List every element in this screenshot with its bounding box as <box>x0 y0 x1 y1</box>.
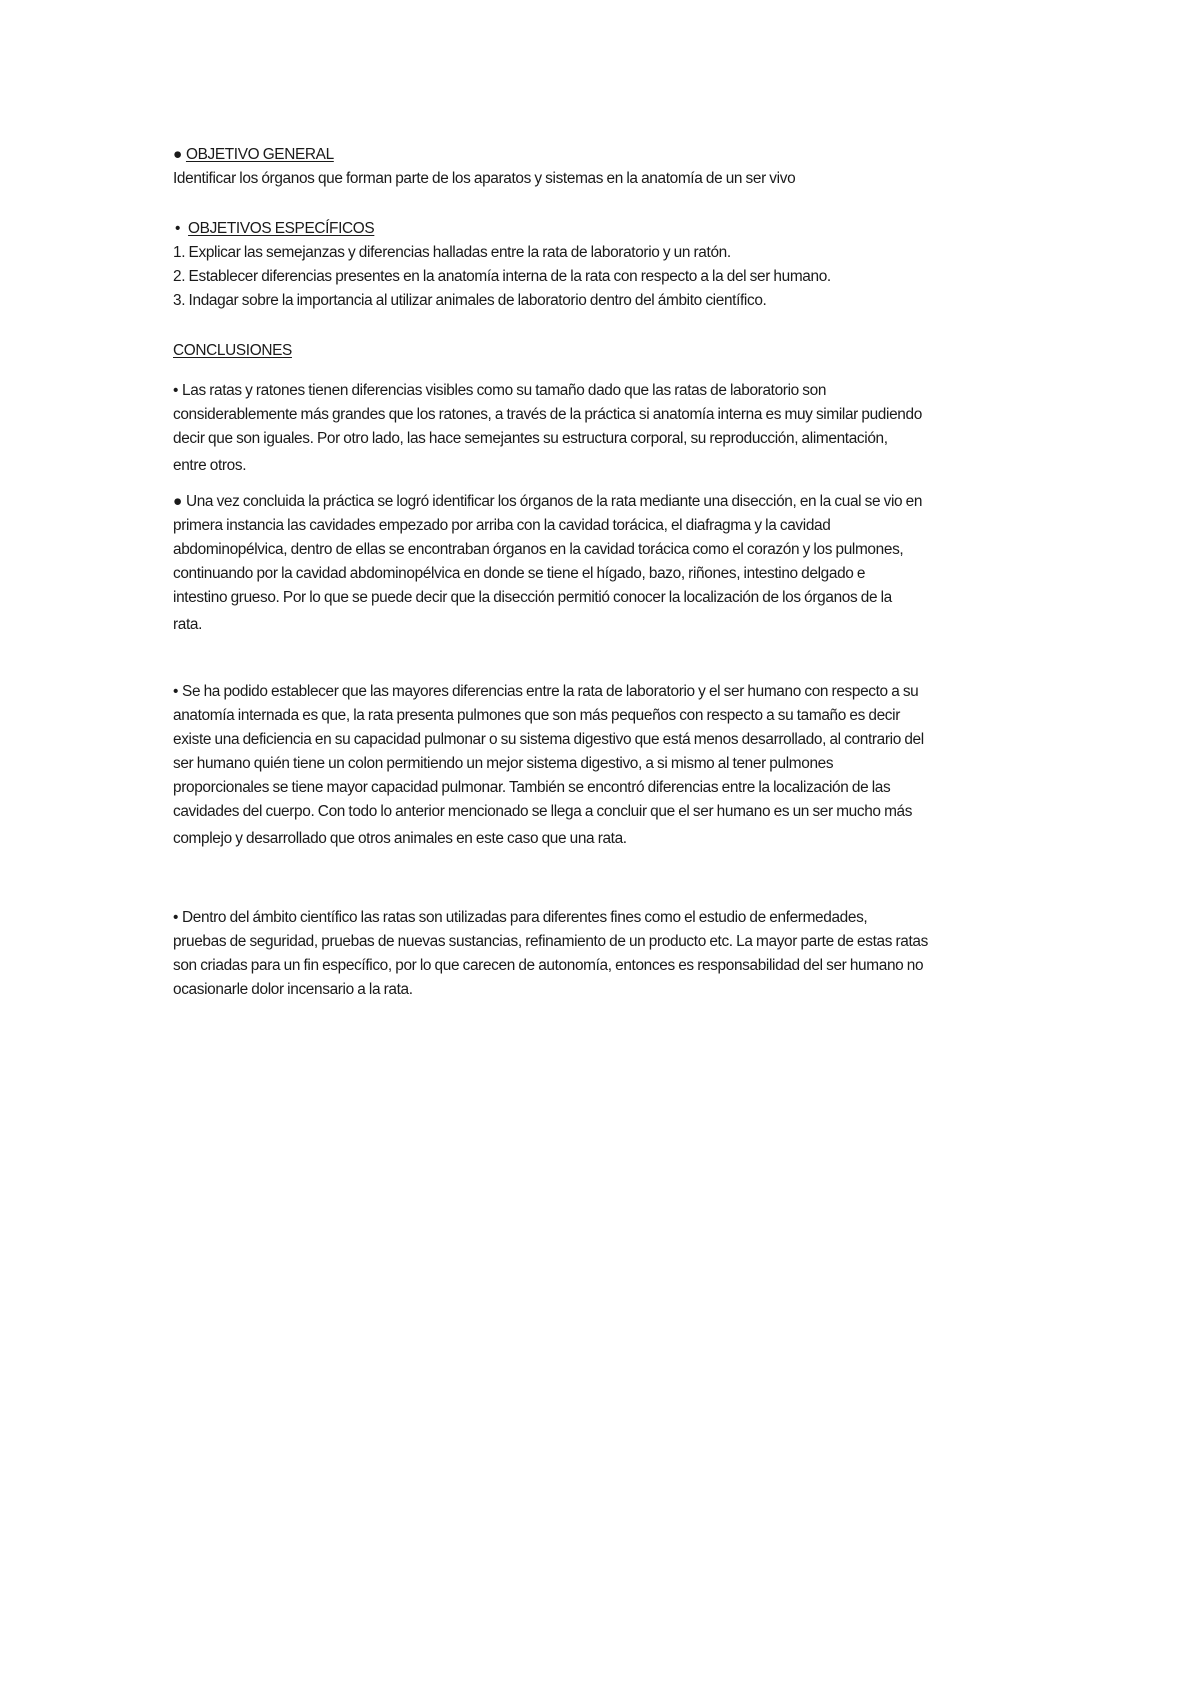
bullet-icon: ● <box>173 146 182 163</box>
conclusion-line: continuando por la cavidad abdominopélvica en donde se tiene el hígado, bazo, riñones, intestino delgado e <box>173 565 866 582</box>
conclusion-line: Una vez concluida la práctica se logró identificar los órganos de la rata mediante una disección, en la cual se vio en <box>185 493 923 510</box>
conclusion-line: cavidades del cuerpo. Con todo lo anterior mencionado se llega a concluir que el ser humano es un ser mucho más <box>173 803 913 820</box>
conclusion-paragraph-4 <box>173 906 1045 1002</box>
bullet-icon: • <box>175 220 181 237</box>
objetivos-especificos-title: OBJETIVOS ESPECÍFICOS <box>188 220 375 237</box>
conclusion-line: considerablemente más grandes que los ratones, a través de la práctica si anatomía interna es muy similar pudiendo <box>173 406 922 423</box>
conclusion-line: existe una deficiencia en su capacidad pulmonar o su sistema digestivo que está menos desarrollado, al contrario del <box>173 731 924 748</box>
conclusion-line: complejo y desarrollado que otros animales en este caso que una rata. <box>173 830 627 847</box>
objetivo-general-title: OBJETIVO GENERAL <box>185 146 334 163</box>
document-body <box>173 143 1045 1002</box>
conclusion-line: Se ha podido establecer que las mayores diferencias entre la rata de laboratorio y el ser humano con respecto a su <box>182 683 919 700</box>
conclusion-paragraph-2 <box>173 490 1045 637</box>
conclusiones-heading <box>173 339 1045 363</box>
bullet-icon: • <box>173 683 179 700</box>
conclusion-line: abdominopélvica, dentro de ellas se encontraban órganos en la cavidad torácica como el corazón y los pulmones, <box>173 541 904 558</box>
conclusion-line: intestino grueso. Por lo que se puede decir que la disección permitió conocer la localización de los órganos de la <box>173 589 892 606</box>
conclusion-line: rata. <box>173 616 203 633</box>
conclusion-line: decir que son iguales. Por otro lado, las hace semejantes su estructura corporal, su reproducción, alimentación, <box>173 430 888 447</box>
conclusion-line: ocasionarle dolor incensario a la rata. <box>173 981 413 998</box>
conclusion-paragraph-1 <box>173 379 1045 478</box>
conclusion-paragraph-3 <box>173 680 1045 851</box>
objetivo-especifico-item: 2. Establecer diferencias presentes en la anatomía interna de la rata con respecto a la del ser humano. <box>173 268 831 285</box>
conclusion-line: pruebas de seguridad, pruebas de nuevas sustancias, refinamiento de un producto etc. La mayor parte de estas ratas <box>173 933 928 950</box>
conclusion-line: ser humano quién tiene un colon permitiendo un mejor sistema digestivo, a si mismo al tener pulmones <box>173 755 834 772</box>
conclusion-line: proporcionales se tiene mayor capacidad pulmonar. También se encontró diferencias entre la localización de las <box>173 779 891 796</box>
conclusion-line: Las ratas y ratones tienen diferencias visibles como su tamaño dado que las ratas de laboratorio son <box>182 382 827 399</box>
conclusiones-title: CONCLUSIONES <box>173 342 292 359</box>
conclusion-line: Dentro del ámbito científico las ratas son utilizadas para diferentes fines como el estudio de enfermedades, <box>182 909 868 926</box>
bullet-icon: • <box>173 909 179 926</box>
conclusion-line: primera instancia las cavidades empezado por arriba con la cavidad torácica, el diafragma y la cavidad <box>173 517 831 534</box>
objetivo-general-heading <box>173 143 1045 167</box>
conclusion-line: son criadas para un fin específico, por lo que carecen de autonomía, entonces es responsabilidad del ser humano no <box>173 957 924 974</box>
conclusion-line: entre otros. <box>173 457 247 474</box>
objetivo-especifico-item: 1. Explicar las semejanzas y diferencias halladas entre la rata de laboratorio y un ratón. <box>173 244 731 261</box>
conclusion-line: anatomía internada es que, la rata presenta pulmones que son más pequeños con respecto a su tamaño es decir <box>173 707 900 724</box>
bullet-icon: • <box>173 382 179 399</box>
objetivo-general-text: Identificar los órganos que forman parte de los aparatos y sistemas en la anatomía de un ser vivo <box>173 170 796 187</box>
objetivo-especifico-item: 3. Indagar sobre la importancia al utilizar animales de laboratorio dentro del ámbito científico. <box>173 292 767 309</box>
objetivos-especificos-heading <box>173 217 1045 241</box>
bullet-icon: ● <box>173 493 182 510</box>
